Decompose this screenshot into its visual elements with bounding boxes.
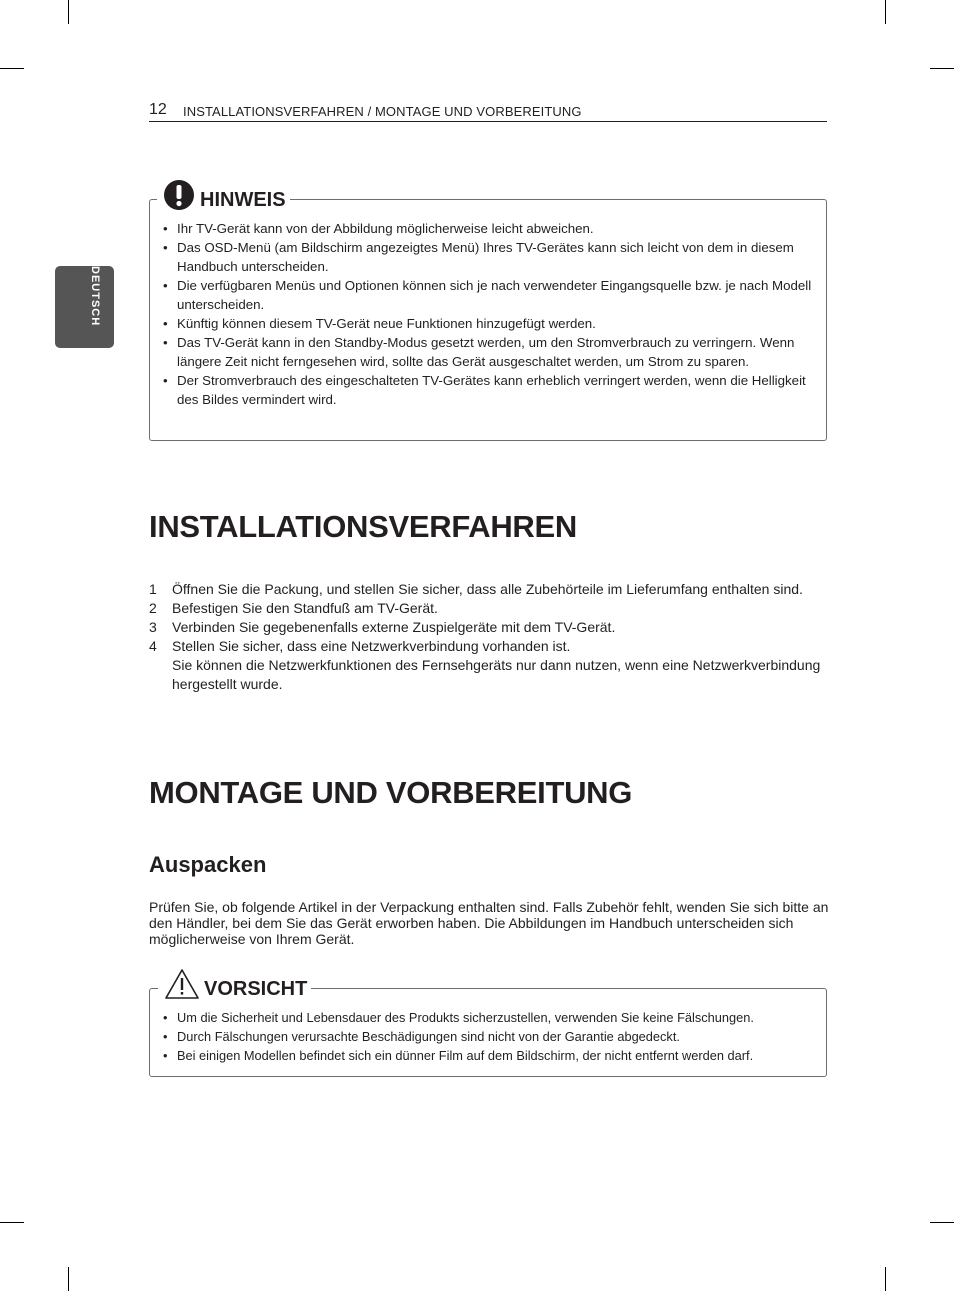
installation-steps <box>149 580 839 694</box>
list-item <box>149 580 839 599</box>
step-note: Sie können die Netzwerkfunktionen des Fernsehgeräts nur dann nutzen, wenn eine Netzwerkverbindung hergestellt wurde. <box>172 657 821 692</box>
list-item: • Ihr TV-Gerät kann von der Abbildung möglicherweise leicht abweichen. <box>150 219 820 238</box>
list-item <box>149 599 839 618</box>
list-item: • Das OSD-Menü (am Bildschirm angezeigtes Menü) Ihres TV-Gerätes kann sich leicht von dem in diesem Handbuch unterscheiden. <box>150 238 820 276</box>
hinweis-header <box>157 177 290 213</box>
section-heading-montage: MONTAGE UND VORBEREITUNG <box>149 775 633 810</box>
list-item <box>149 618 839 637</box>
page-header <box>149 101 827 122</box>
list-item: • Künftig können diesem TV-Gerät neue Funktionen hinzugefügt werden. <box>150 314 820 333</box>
step-number: 4 <box>149 638 157 654</box>
step-text: Befestigen Sie den Standfuß am TV-Gerät. <box>172 600 438 616</box>
subheading-auspacken: Auspacken <box>149 852 267 877</box>
list-item: • Das TV-Gerät kann in den Standby-Modus gesetzt werden, um den Stromverbrauch zu verringern. Wenn längere Zeit nicht ferngesehen wird, sollte das Gerät ausgeschaltet werden, um Strom zu sparen. <box>150 333 820 371</box>
hinweis-box <box>149 199 827 441</box>
page-number: 12 <box>149 101 167 118</box>
step-text: Öffnen Sie die Packung, und stellen Sie sicher, dass alle Zubehörteile im Lieferumfang enthalten sind. <box>172 581 803 597</box>
crop-mark <box>930 1222 954 1223</box>
hinweis-list <box>150 219 820 409</box>
step-number: 3 <box>149 619 157 635</box>
vorsicht-header <box>158 966 311 1002</box>
vorsicht-list <box>150 1008 820 1065</box>
crop-mark <box>0 68 24 69</box>
list-item: • Durch Fälschungen verursachte Beschädigungen sind nicht von der Garantie abgedeckt. <box>150 1027 820 1046</box>
step-number: 2 <box>149 600 157 616</box>
crop-mark <box>885 0 886 24</box>
warning-triangle-icon <box>164 968 200 1000</box>
auspacken-paragraph: Prüfen Sie, ob folgende Artikel in der Verpackung enthalten sind. Falls Zubehör fehlt, wenden Sie sich bitte an den Händler, bei dem Sie das Gerät erworben haben. Die Abbildungen im Handbuch unterscheiden sich möglicherweise von Ihrem Gerät. <box>149 899 829 947</box>
crop-mark <box>930 68 954 69</box>
crop-mark <box>68 0 69 24</box>
language-tab <box>55 266 114 348</box>
crop-mark <box>68 1267 69 1291</box>
hinweis-title: HINWEIS <box>200 188 286 211</box>
step-text: Verbinden Sie gegebenenfalls externe Zuspielgeräte mit dem TV-Gerät. <box>172 619 616 635</box>
vorsicht-title: VORSICHT <box>204 977 308 1000</box>
list-item: • Die verfügbaren Menüs und Optionen können sich je nach verwendeter Eingangsquelle bzw. je nach Modell unterscheiden. <box>150 276 820 314</box>
list-item <box>149 637 839 694</box>
section-heading-installation: INSTALLATIONSVERFAHREN <box>149 509 577 544</box>
list-item: • Der Stromverbrauch des eingeschalteten TV-Gerätes kann erheblich verringert werden, wenn die Helligkeit des Bildes vermindert wird. <box>150 371 820 409</box>
list-item: • Bei einigen Modellen befindet sich ein dünner Film auf dem Bildschirm, der nicht entfernt werden darf. <box>150 1046 820 1065</box>
step-text: Stellen Sie sicher, dass eine Netzwerkverbindung vorhanden ist. <box>172 638 571 654</box>
step-number: 1 <box>149 581 157 597</box>
exclamation-icon <box>163 179 195 211</box>
language-tab-label: DEUTSCH <box>89 266 101 327</box>
crop-mark <box>885 1267 886 1291</box>
crop-mark <box>0 1222 24 1223</box>
running-title: INSTALLATIONSVERFAHREN / MONTAGE UND VORBEREITUNG <box>183 104 582 119</box>
list-item: • Um die Sicherheit und Lebensdauer des Produkts sicherzustellen, verwenden Sie keine Fälschungen. <box>150 1008 820 1027</box>
